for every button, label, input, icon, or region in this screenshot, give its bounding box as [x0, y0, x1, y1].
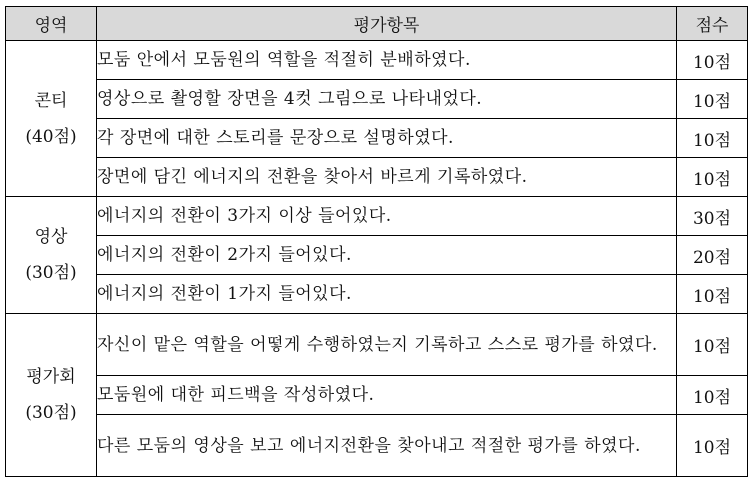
criterion-score: 30점 [677, 197, 748, 236]
table-row [6, 41, 748, 80]
header-score: 점수 [677, 7, 748, 41]
table-row [6, 80, 748, 119]
area-points: (30점) [25, 263, 77, 283]
criterion-score: 10점 [677, 119, 748, 158]
criterion-score: 10점 [677, 158, 748, 197]
criterion-score: 10점 [677, 415, 748, 477]
criterion-text: 각 장면에 대한 스토리를 문장으로 설명하였다. [97, 119, 677, 158]
criterion-score: 10점 [677, 376, 748, 415]
header-row [6, 7, 748, 41]
criterion-score: 10점 [677, 41, 748, 80]
area-cell-conti [6, 41, 97, 197]
table-row [6, 415, 748, 477]
criterion-text: 에너지의 전환이 1가지 들어있다. [97, 275, 677, 314]
area-points: (30점) [25, 403, 77, 423]
criterion-score: 10점 [677, 314, 748, 376]
table-row [6, 119, 748, 158]
area-cell-video [6, 197, 97, 314]
table-row [6, 197, 748, 236]
evaluation-rubric-table [5, 6, 748, 477]
table-row [6, 158, 748, 197]
criterion-text: 모둠 안에서 모둠원의 역할을 적절히 분배하였다. [97, 41, 677, 80]
area-name: 영상 [34, 227, 68, 247]
criterion-score: 20점 [677, 236, 748, 275]
criterion-score: 10점 [677, 80, 748, 119]
area-cell-review [6, 314, 97, 477]
table-row [6, 236, 748, 275]
criterion-text: 에너지의 전환이 2가지 들어있다. [97, 236, 677, 275]
header-area: 영역 [6, 7, 97, 41]
area-name: 평가회 [26, 367, 76, 387]
criterion-text: 에너지의 전환이 3가지 이상 들어있다. [97, 197, 677, 236]
criterion-text: 다른 모둠의 영상을 보고 에너지전환을 찾아내고 적절한 평가를 하였다. [97, 415, 677, 477]
table-row [6, 376, 748, 415]
area-points: (40점) [25, 126, 77, 147]
table-row [6, 275, 748, 314]
table-row [6, 314, 748, 376]
criterion-text: 모둠원에 대한 피드백을 작성하였다. [97, 376, 677, 415]
area-name: 콘티 [34, 90, 68, 111]
criterion-text: 영상으로 촬영할 장면을 4컷 그림으로 나타내었다. [97, 80, 677, 119]
criterion-text: 장면에 담긴 에너지의 전환을 찾아서 바르게 기록하였다. [97, 158, 677, 197]
criterion-score: 10점 [677, 275, 748, 314]
criterion-text: 자신이 맡은 역할을 어떻게 수행하였는지 기록하고 스스로 평가를 하였다. [97, 314, 677, 376]
header-items: 평가항목 [97, 7, 677, 41]
